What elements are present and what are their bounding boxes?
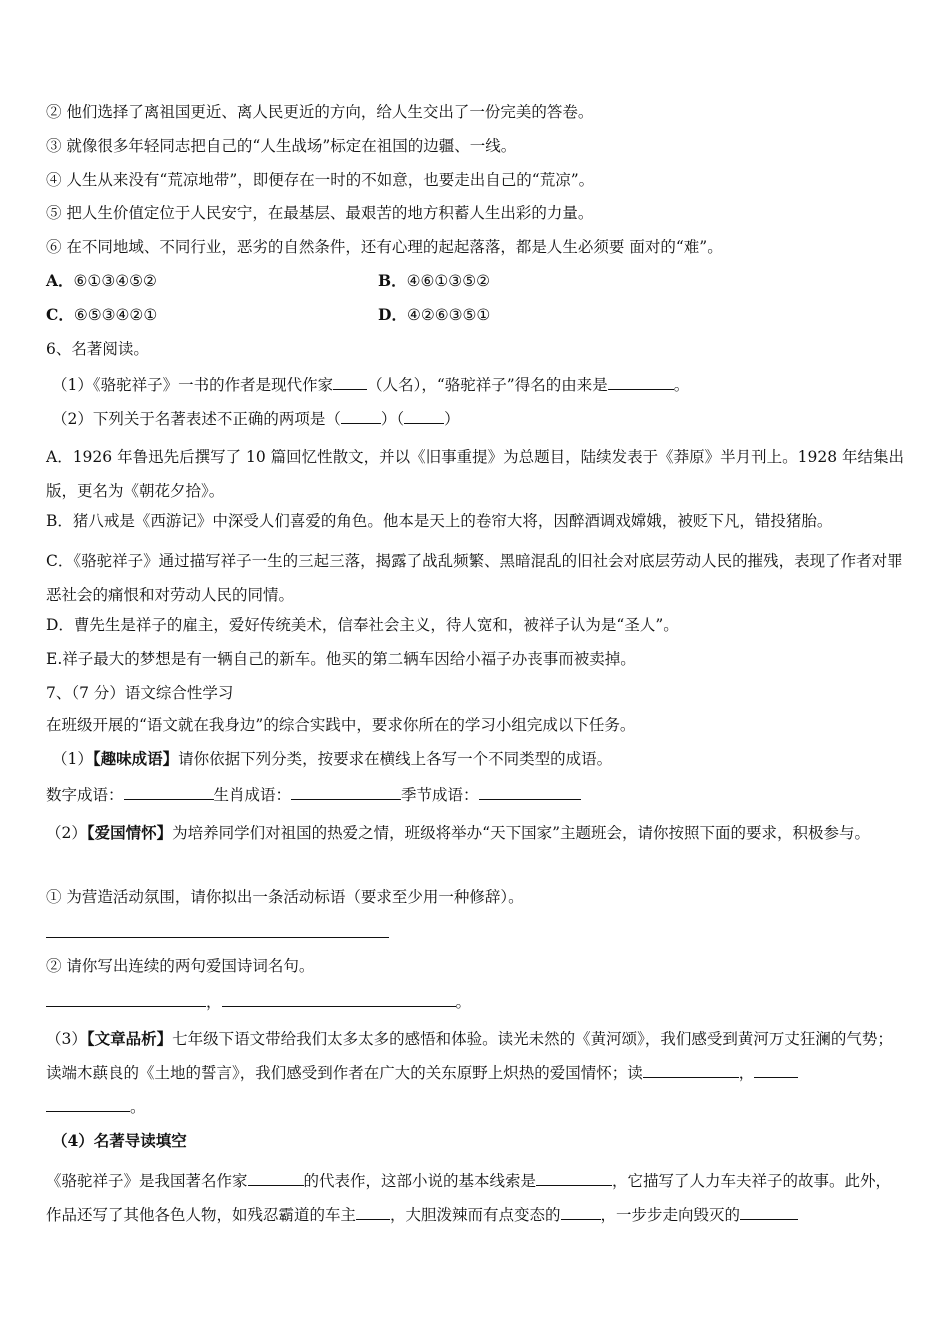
q6-statement-e: E.祥子最大的梦想是有一辆自己的新车。他买的第二辆车因给小福子办丧事而被卖掉。	[46, 650, 636, 668]
author-blank[interactable]	[333, 372, 367, 390]
option-c[interactable]	[46, 304, 157, 326]
q7-part2-item1: ① 为营造活动氛围，请你拟出一条活动标语（要求至少用一种修辞）。	[46, 888, 524, 906]
reading-blank-2b[interactable]	[46, 1094, 130, 1112]
q7-part1-tag: 【趣味成语】	[92, 749, 179, 768]
q7-part3-tag: 【文章品析】	[86, 1029, 173, 1048]
option-c-text: ⑥⑤③④②①	[73, 306, 158, 324]
q6-part2-text-a: （2）下列关于名著表述不正确的两项是（	[52, 410, 341, 428]
q6-part2-text-c: ）	[444, 410, 460, 428]
option-d[interactable]	[378, 304, 490, 326]
q6-statement-d: D．曹先生是祥子的雇主，爱好传统美术，信奉社会主义，待人宽和，被祥子认为是“圣人”。	[46, 616, 679, 634]
poem-period: 。	[455, 993, 472, 1011]
number-idiom-blank[interactable]	[124, 782, 214, 800]
q7-part4-title: （4）名著导读填空	[52, 1131, 187, 1150]
q7-part2-text: 为培养同学们对祖国的热爱之情，班级将举办“天下国家”主题班会，请你按照下面的要求，积极参与。	[172, 824, 870, 842]
q7-part3-sep: ，	[738, 1064, 755, 1082]
q7-part3-num: （3）	[46, 1030, 87, 1048]
option-b-text: ④⑥①③⑤②	[406, 272, 490, 290]
q6-statement-c: C．《骆驼祥子》通过描写祥子一生的三起三落，揭露了战乱频繁、黑暗混乱的旧社会对底层劳动人民的摧残，表现了作者对罪恶社会的痛恨和对劳动人民的同情。	[46, 552, 903, 604]
answer-blank-2[interactable]	[404, 406, 444, 424]
q7-part4-text-d: ，大胆泼辣而有点变态的	[390, 1206, 561, 1224]
q7-part3	[46, 1022, 906, 1124]
option-a[interactable]	[46, 270, 157, 292]
car-owner-blank[interactable]	[356, 1202, 390, 1220]
option-a-letter: A．	[46, 271, 74, 290]
q7-part4-text-c: ，它描写了人力车夫祥子的故事。此外，作品还写了其他各色人物，如残忍霸道的车主	[46, 1172, 892, 1224]
q7-part3-end: 。	[130, 1098, 146, 1116]
sentence-5: ⑤ 把人生价值定位于人民安宁，在最基层、最艰苦的地方积蓄人生出彩的力量。	[46, 204, 594, 222]
q6-statement-b: B．猪八戒是《西游记》中深受人们喜爱的角色。他本是天上的卷帘大将，因醉酒调戏嫦娥，被贬下凡，错投猪胎。	[46, 512, 833, 530]
option-b[interactable]	[378, 270, 490, 292]
q6-part1-text-b: （人名），“骆驼祥子”得名的由来是	[367, 376, 608, 394]
q7-part2-tag: 【爱国情怀】	[86, 823, 173, 842]
origin-blank[interactable]	[608, 372, 674, 390]
q7-part4-text-e: ，一步步走向毁灭的	[600, 1206, 741, 1224]
q7-part2-num: （2）	[46, 824, 87, 842]
sentence-2: ② 他们选择了离祖国更近、离人民更近的方向，给人生交出了一份完美的答卷。	[46, 103, 594, 121]
slogan-answer-line[interactable]	[46, 937, 389, 938]
option-d-text: ④②⑥③⑤①	[406, 306, 491, 324]
option-d-letter: D．	[378, 305, 407, 324]
q7-part1	[52, 748, 906, 770]
q6-part1	[52, 372, 906, 396]
character-blank[interactable]	[561, 1202, 601, 1220]
season-idiom-blank[interactable]	[479, 782, 581, 800]
number-idiom-label: 数字成语：	[46, 786, 124, 804]
poem-lines	[46, 989, 906, 1013]
q7-part2	[46, 816, 906, 850]
option-c-letter: C．	[46, 305, 74, 324]
q7-part4-text-b: 的代表作，这部小说的基本线索是	[303, 1172, 537, 1190]
q6-part1-text-a: （1）《骆驼祥子》一书的作者是现代作家	[52, 376, 334, 394]
reading-blank-1[interactable]	[643, 1060, 739, 1078]
reading-blank-2a[interactable]	[754, 1060, 798, 1078]
q7-part1-num: （1）	[52, 750, 93, 768]
zodiac-idiom-label: 生肖成语：	[213, 786, 292, 804]
q7-intro: 在班级开展的“语文就在我身边”的综合实践中，要求你所在的学习小组完成以下任务。	[46, 716, 636, 734]
zodiac-idiom-blank[interactable]	[291, 782, 401, 800]
sentence-3: ③ 就像很多年轻同志把自己的“人生战场”标定在祖国的边疆、一线。	[46, 137, 517, 155]
option-b-letter: B．	[378, 271, 407, 290]
q7-part2-item2: ② 请你写出连续的两句爱国诗词名句。	[46, 957, 315, 975]
q6-title: 6、名著阅读。	[46, 340, 149, 358]
option-a-text: ⑥①③④⑤②	[73, 272, 157, 290]
poem-line-2-blank[interactable]	[222, 989, 456, 1007]
q7-part1-text: 请你依据下列分类，按要求在横线上各写一个不同类型的成语。	[178, 750, 613, 768]
sentence-6: ⑥ 在不同地域、不同行业，恶劣的自然条件，还有心理的起起落落，都是人生必须要 面对的“难”。	[46, 238, 723, 256]
idiom-fields	[46, 782, 906, 806]
q6-part2	[52, 406, 906, 430]
sentence-4: ④ 人生从来没有“荒凉地带”，即便存在一时的不如意，也要走出自己的“荒凉”。	[46, 171, 595, 189]
author-blank-2[interactable]	[248, 1168, 304, 1186]
q7-title: 7、（7 分）语文综合性学习	[46, 684, 234, 702]
q6-part1-text-c: 。	[673, 376, 690, 394]
q7-part4-text-a: 《骆驼祥子》是我国著名作家	[46, 1172, 248, 1190]
q7-part4-text	[46, 1164, 906, 1232]
poem-line-1-blank[interactable]	[46, 989, 206, 1007]
q7-part3-text: 七年级下语文带给我们太多太多的感悟和体验。读光未然的《黄河颂》，我们感受到黄河万丈狂澜的气势；读端木蕻良的《土地的誓言》，我们感受到作者在广大的关东原野上炽热的爱国情怀；读	[46, 1030, 893, 1082]
plot-thread-blank[interactable]	[536, 1168, 612, 1186]
q6-statement-a: A．1926 年鲁迅先后撰写了 10 篇回忆性散文，并以《旧事重提》为总题目，陆续发表于《莽原》半月刊上。1928 年结集出版，更名为《朝花夕拾》。	[46, 448, 905, 500]
doomed-character-blank[interactable]	[740, 1202, 798, 1220]
poem-comma: ，	[206, 993, 222, 1011]
q6-part2-text-b: ）（	[380, 410, 405, 428]
season-idiom-label: 季节成语：	[401, 786, 479, 804]
answer-blank-1[interactable]	[341, 406, 381, 424]
